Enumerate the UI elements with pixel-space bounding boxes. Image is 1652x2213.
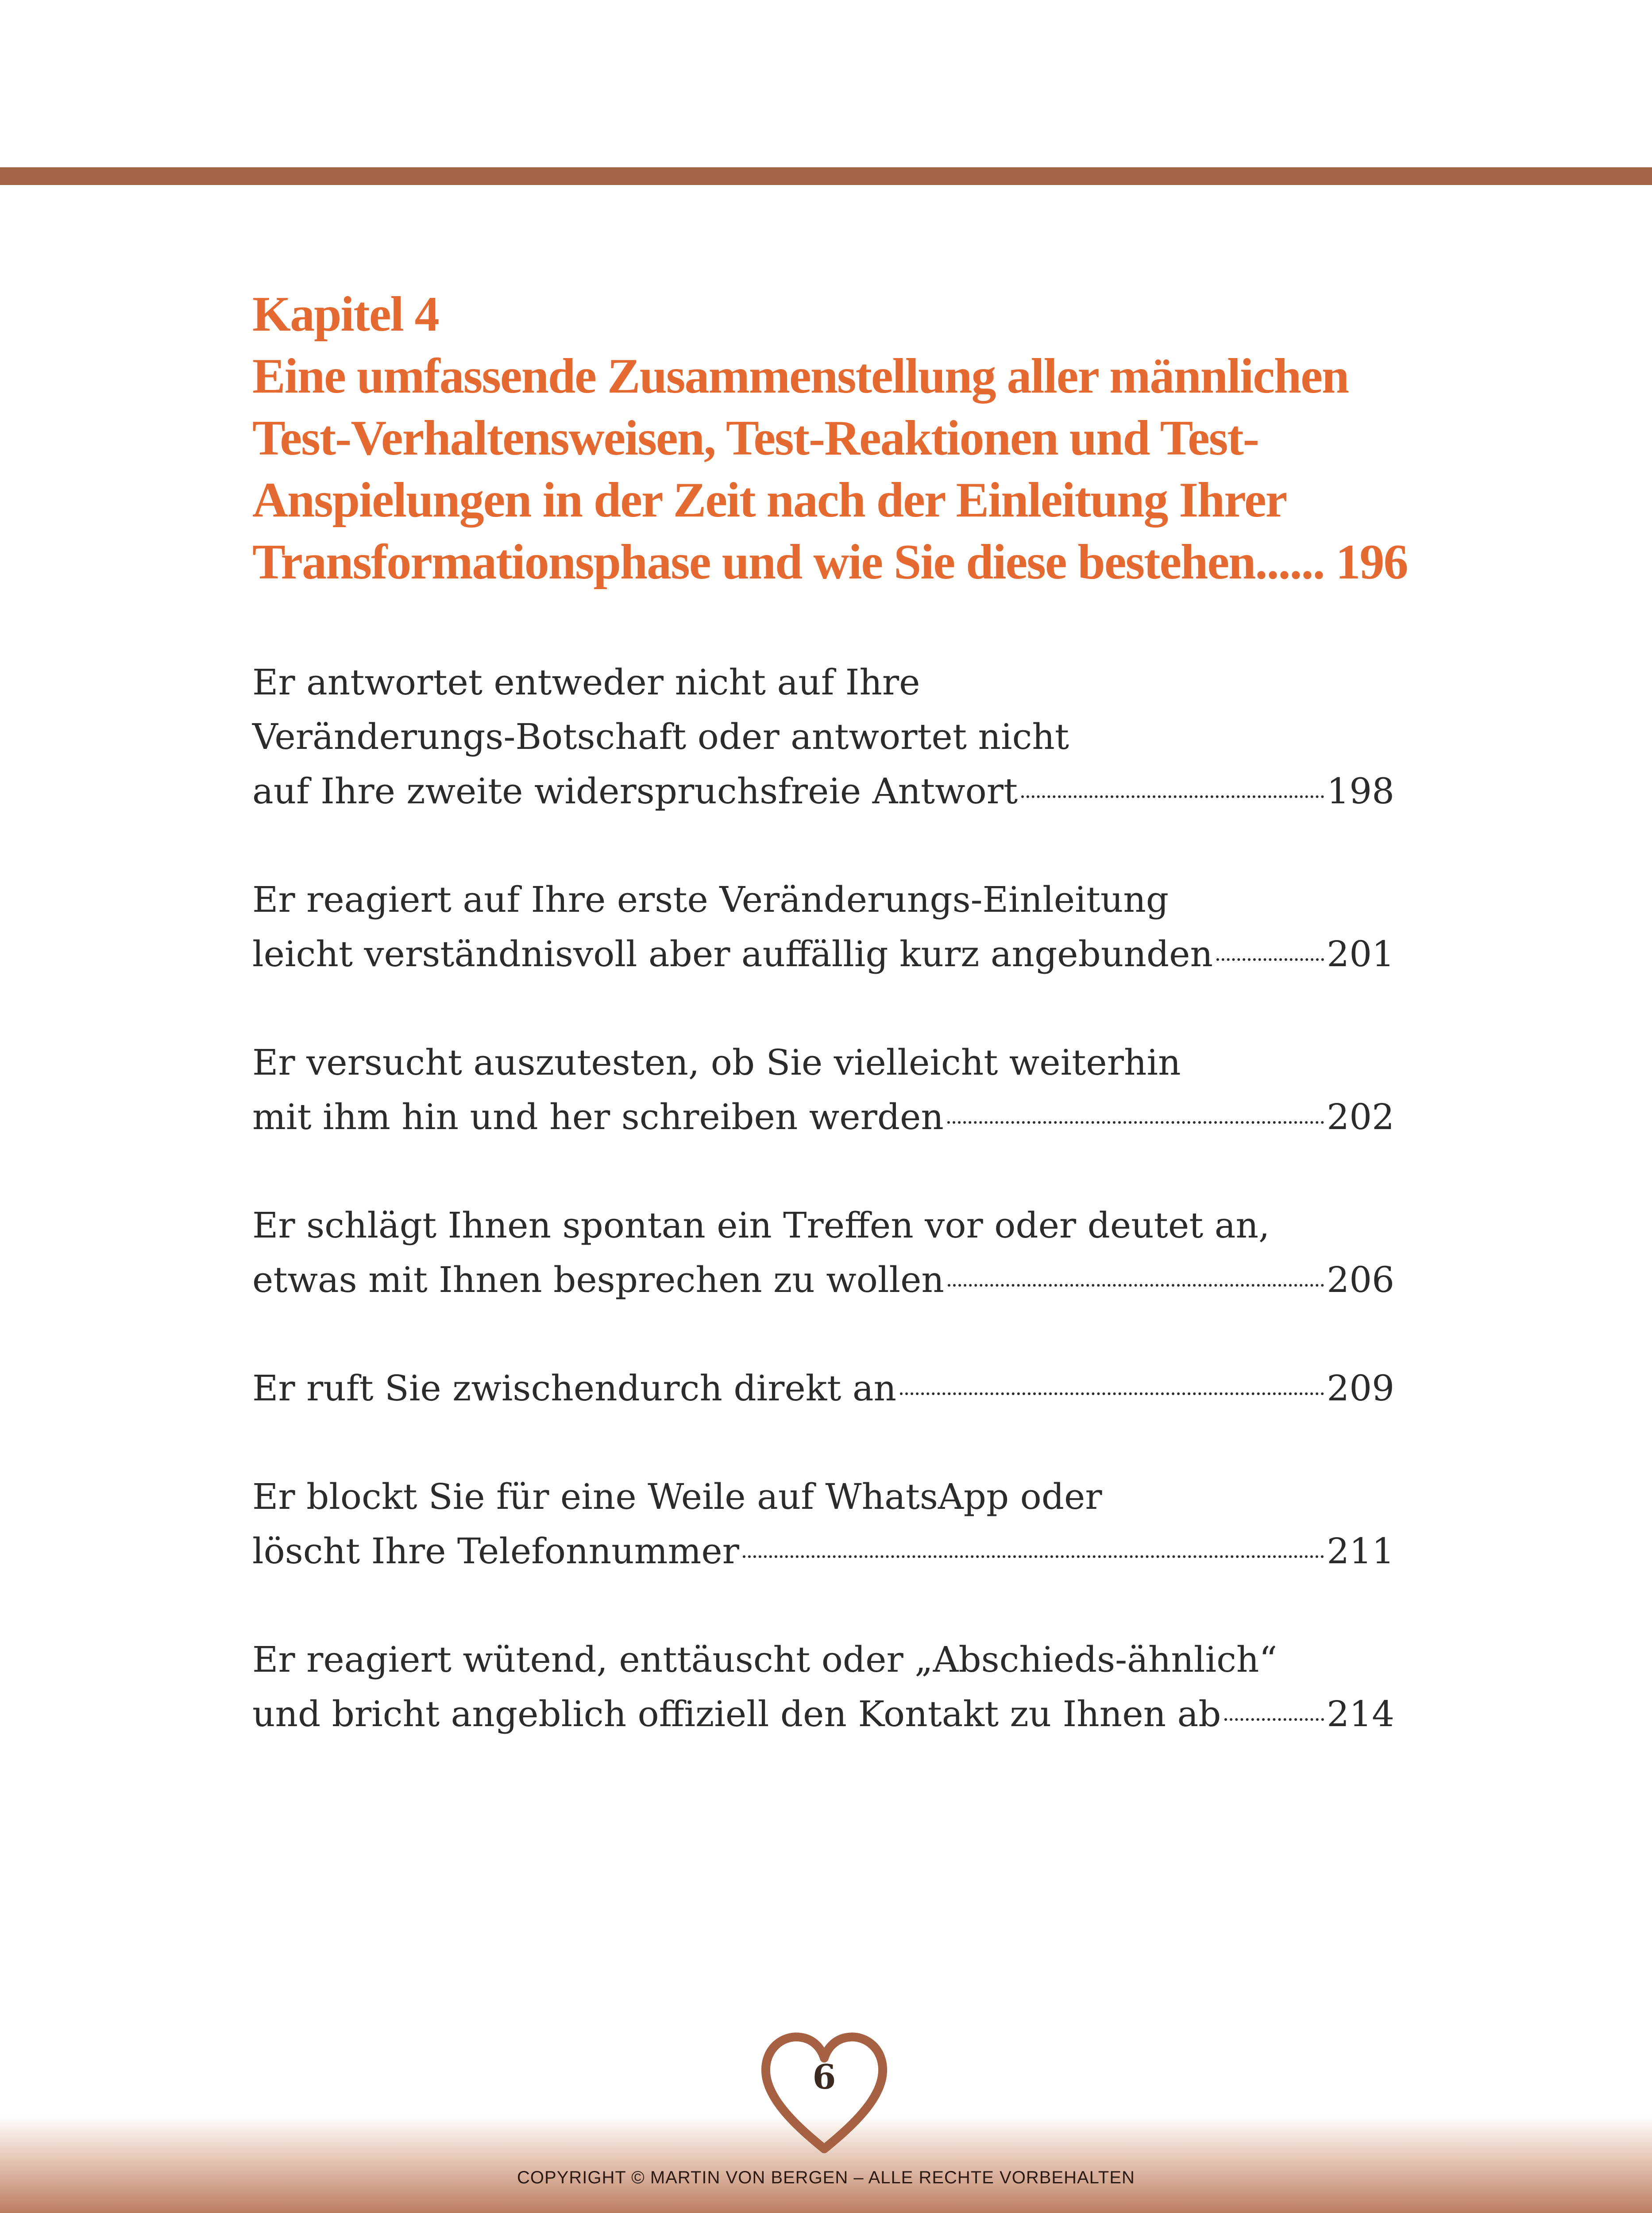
toc-entry[interactable] <box>252 1632 1394 1741</box>
toc-entry-final-line <box>252 1524 1394 1578</box>
chapter-heading <box>252 283 1439 593</box>
dot-leader <box>900 1392 1324 1395</box>
toc-entry-final-line <box>252 1253 1394 1307</box>
chapter-line: Transformationsphase und wie Sie diese bestehen...... 196 <box>252 535 1408 590</box>
toc-entry-final-line <box>252 764 1394 818</box>
toc-page-number: 206 <box>1327 1259 1394 1300</box>
toc-entry-final-line <box>252 927 1394 981</box>
toc-entry-line: Er schlägt Ihnen spontan ein Treffen vor oder deutet an, <box>252 1205 1270 1246</box>
toc-entry-line: Veränderungs-Botschaft oder antwortet nicht <box>252 716 1069 757</box>
dot-leader <box>948 1284 1324 1287</box>
toc-entry-line: löscht Ihre Telefonnummer <box>252 1531 739 1572</box>
dot-leader <box>1216 958 1324 961</box>
toc-entry[interactable] <box>252 655 1394 818</box>
toc-entry-line: Er antwortet entweder nicht auf Ihre <box>252 662 920 703</box>
dot-leader <box>1021 795 1324 798</box>
toc-entry[interactable] <box>252 1469 1394 1578</box>
toc-page-number: 198 <box>1327 771 1394 812</box>
toc-entry[interactable] <box>252 1198 1394 1307</box>
toc-entry[interactable] <box>252 872 1394 981</box>
toc-entry-line: mit ihm hin und her schreiben werden <box>252 1096 944 1137</box>
chapter-line: Anspielungen in der Zeit nach der Einleitung Ihrer <box>252 473 1287 528</box>
toc-entry-final-line <box>252 1090 1394 1144</box>
table-of-contents <box>252 655 1394 1795</box>
toc-entry-line: Er reagiert auf Ihre erste Veränderungs-Einleitung <box>252 879 1169 920</box>
toc-entry-line: etwas mit Ihnen besprechen zu wollen <box>252 1259 944 1300</box>
top-rule <box>0 167 1652 185</box>
toc-entry[interactable] <box>252 1361 1394 1415</box>
toc-entry-line: auf Ihre zweite widerspruchsfreie Antwort <box>252 771 1018 812</box>
copyright-notice: COPYRIGHT © MARTIN VON BERGEN – ALLE RECHTE VORBEHALTEN <box>517 2168 1135 2187</box>
page-number: 6 <box>812 2057 836 2097</box>
toc-page-number: 211 <box>1327 1531 1394 1572</box>
dot-leader <box>1224 1718 1324 1721</box>
toc-entry[interactable] <box>252 1035 1394 1144</box>
toc-page-number: 201 <box>1327 933 1394 975</box>
toc-entry-final-line <box>252 1687 1394 1741</box>
chapter-line: Kapitel 4 <box>252 287 439 342</box>
toc-page-number: 209 <box>1327 1368 1394 1409</box>
toc-entry-final-line <box>252 1361 1394 1415</box>
toc-entry-line: leicht verständnisvoll aber auffällig kurz angebunden <box>252 933 1213 975</box>
toc-entry-line: Er reagiert wütend, enttäuscht oder „Abschieds-ähnlich“ <box>252 1639 1278 1680</box>
toc-entry-line: und bricht angeblich offiziell den Kontakt zu Ihnen ab <box>252 1693 1221 1735</box>
dot-leader <box>947 1121 1324 1124</box>
toc-page-number: 214 <box>1327 1693 1394 1735</box>
toc-entry-line: Er versucht auszutesten, ob Sie vielleicht weiterhin <box>252 1042 1181 1083</box>
chapter-line: Eine umfassende Zusammenstellung aller männlichen <box>252 349 1349 404</box>
dot-leader <box>743 1555 1324 1558</box>
toc-entry-line: Er ruft Sie zwischendurch direkt an <box>252 1368 897 1409</box>
toc-entry-line: Er blockt Sie für eine Weile auf WhatsApp oder <box>252 1476 1102 1517</box>
chapter-line: Test-Verhaltensweisen, Test-Reaktionen und Test- <box>252 411 1258 466</box>
toc-page-number: 202 <box>1327 1096 1394 1137</box>
